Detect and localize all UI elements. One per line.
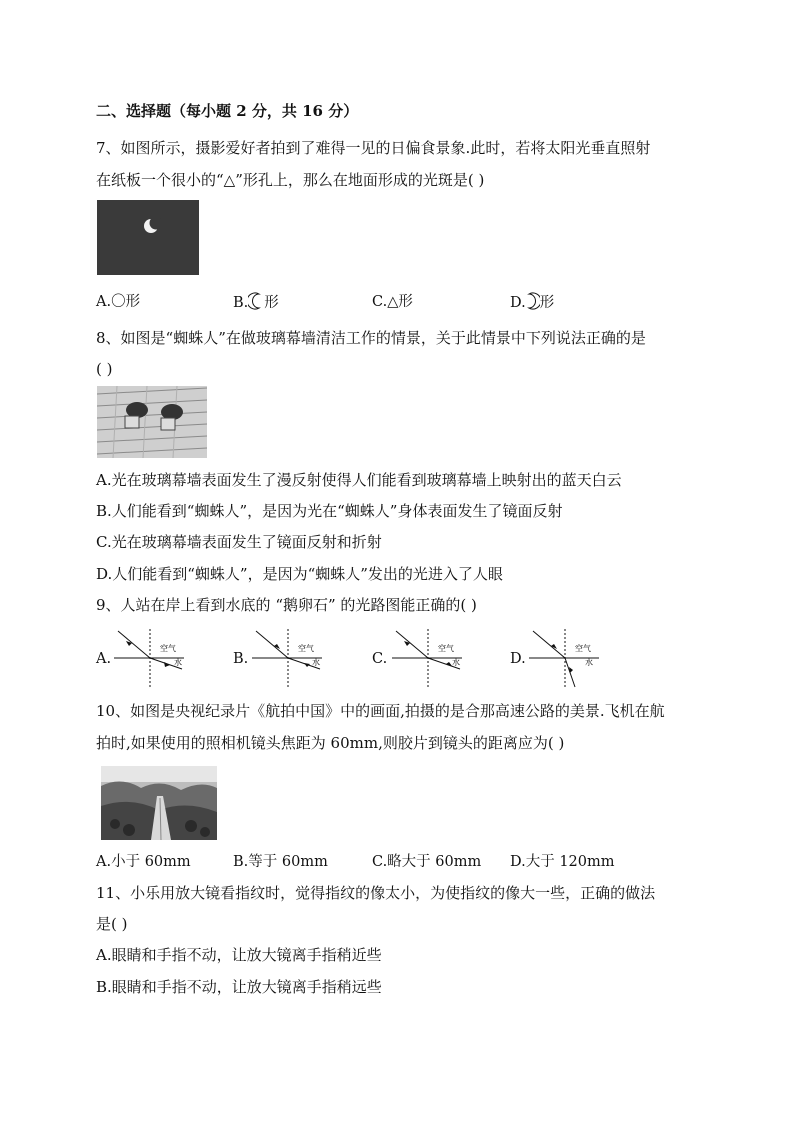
q9-option-c-water-label: 水 xyxy=(452,658,460,667)
q9-option-b-label[interactable]: B. xyxy=(233,651,249,667)
q7-stem-line1: 7、如图所示，摄影爱好者拍到了难得一见的日偏食景象.此时，若将太阳光垂直照射 xyxy=(96,139,651,157)
crescent-left-icon xyxy=(248,292,264,310)
spiderman-window-cleaning-photo xyxy=(97,386,207,458)
q10-option-a[interactable]: A.小于 60mm xyxy=(96,854,191,870)
q10-stem-line2: 拍时,如果使用的照相机镜头焦距为 60mm,则胶片到镜头的距离应为( ) xyxy=(96,734,565,752)
q9-option-a-air-label: 空气 xyxy=(160,644,176,653)
q7-option-a-text: 〇形 xyxy=(111,294,141,310)
crescent-right-icon xyxy=(526,292,540,310)
q9-option-c-air-label: 空气 xyxy=(438,644,454,653)
q7-option-b[interactable] xyxy=(233,292,279,313)
q9-option-b-water-label: 水 xyxy=(312,658,320,667)
q11-option-b[interactable]: B.眼睛和手指不动，让放大镜离手指稍远些 xyxy=(96,978,382,996)
q7-option-c-label: C. xyxy=(372,294,388,310)
q10-option-b[interactable]: B.等于 60mm xyxy=(233,854,328,870)
q7-option-d-text: 形 xyxy=(539,295,555,311)
q9-stem: 9、人站在岸上看到水底的 “鹅卵石” 的光路图能正确的( ) xyxy=(96,596,477,614)
q10-option-d[interactable]: D.大于 120mm xyxy=(510,854,615,870)
q7-option-c[interactable] xyxy=(372,292,413,312)
q7-stem-line2: 在纸板一个很小的“△”形孔上，那么在地面形成的光斑是( ) xyxy=(96,171,485,189)
q7-option-d[interactable] xyxy=(510,292,554,313)
q7-option-a-label: A. xyxy=(96,294,112,310)
q9-option-c-label[interactable]: C. xyxy=(372,651,388,667)
q7-option-d-label: D. xyxy=(510,295,526,311)
q11-stem-line1: 11、小乐用放大镜看指纹时，觉得指纹的像太小，为使指纹的像大一些，正确的做法 xyxy=(96,884,656,902)
q9-option-d-ray-diagram xyxy=(527,627,605,689)
q8-option-b[interactable]: B.人们能看到“蜘蛛人”，是因为光在“蜘蛛人”身体表面发生了镜面反射 xyxy=(96,502,563,520)
q11-stem-line2: 是( ) xyxy=(96,915,128,933)
q9-option-d-label[interactable]: D. xyxy=(510,651,526,667)
q10-stem-line1: 10、如图是央视纪录片《航拍中国》中的画面,拍摄的是合那高速公路的美景.飞机在航 xyxy=(96,702,665,720)
q8-option-a[interactable]: A.光在玻璃幕墙表面发生了漫反射使得人们能看到玻璃幕墙上映射出的蓝天白云 xyxy=(96,471,622,489)
q9-option-b-ray-diagram xyxy=(250,627,328,689)
q8-option-c[interactable]: C.光在玻璃幕墙表面发生了镜面反射和折射 xyxy=(96,533,382,551)
q9-option-b-air-label: 空气 xyxy=(298,644,314,653)
q9-option-a-water-label: 水 xyxy=(174,658,182,667)
q7-option-a[interactable] xyxy=(96,292,140,312)
solar-eclipse-photo xyxy=(97,200,199,275)
q7-option-c-text: △形 xyxy=(387,294,413,310)
q9-option-a-label[interactable]: A. xyxy=(96,651,112,667)
q8-stem-line1: 8、如图是“蜘蛛人”在做玻璃幕墙清洁工作的情景，关于此情景中下列说法正确的是 xyxy=(96,329,646,347)
q11-option-a[interactable]: A.眼睛和手指不动，让放大镜离手指稍近些 xyxy=(96,946,382,964)
aerial-highway-photo xyxy=(101,766,217,840)
q9-option-a-ray-diagram xyxy=(112,627,190,689)
q9-option-d-water-label: 水 xyxy=(585,658,593,667)
q9-option-c-ray-diagram xyxy=(390,627,468,689)
q7-option-b-label: B. xyxy=(233,295,249,311)
q8-option-d[interactable]: D.人们能看到“蜘蛛人”，是因为“蜘蛛人”发出的光进入了人眼 xyxy=(96,565,503,583)
q10-option-c[interactable]: C.略大于 60mm xyxy=(372,854,482,870)
q7-option-b-text: 形 xyxy=(264,295,279,311)
q8-stem-line2: ( ) xyxy=(96,360,113,378)
q9-option-d-air-label: 空气 xyxy=(575,644,591,653)
section-title: 二、选择题（每小题 2 分，共 16 分） xyxy=(96,102,359,120)
